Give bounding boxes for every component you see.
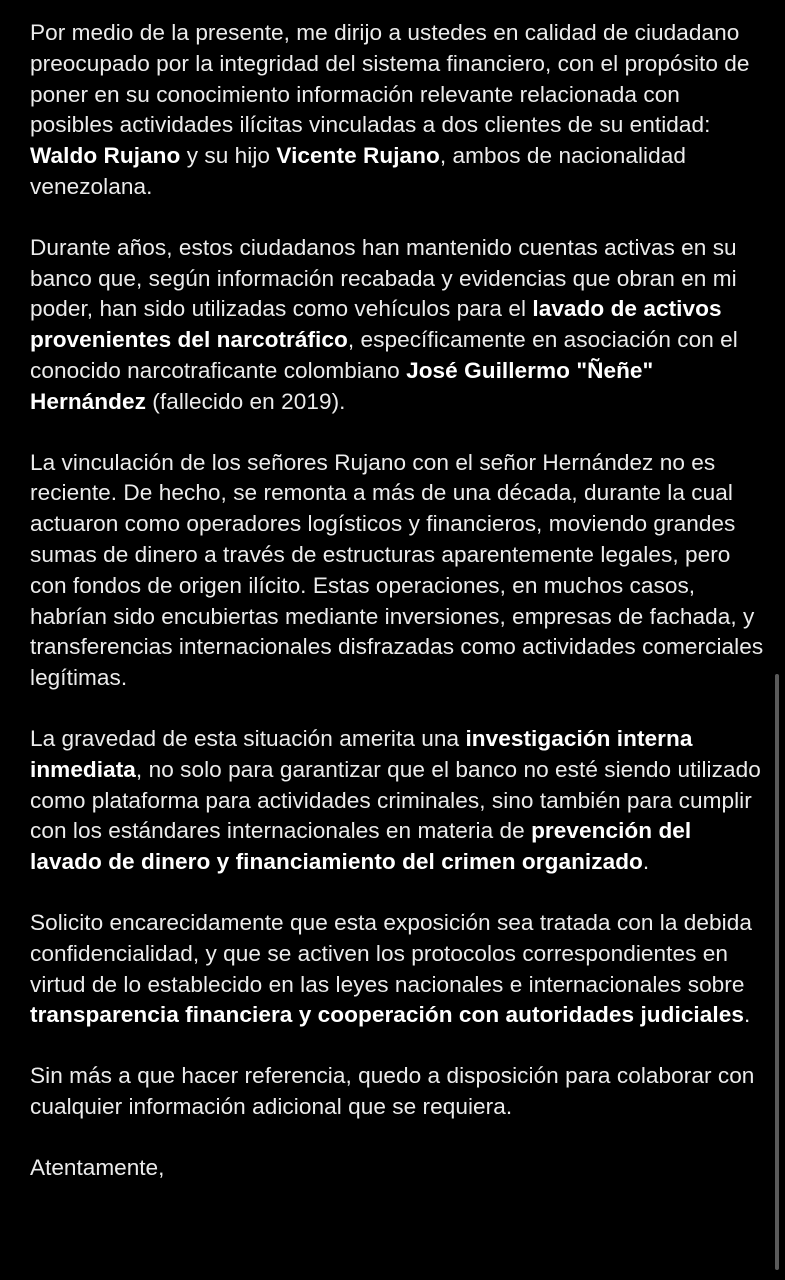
letter-body	[30, 18, 765, 1184]
paragraph-text: Por medio de la presente, me dirijo a ustedes en calidad de ciudadano preocupado por la integridad del sistema financiero, con el propósito de poner en su conocimiento información relevante relacionada con posibles actividades ilícitas vinculadas a dos clientes de su entidad:	[30, 20, 750, 138]
paragraph-accounts	[30, 233, 765, 418]
paragraph-investigation	[30, 724, 765, 878]
paragraph-text: , ambos de nacionalidad venezolana.	[30, 143, 686, 199]
paragraph-intro	[30, 18, 765, 203]
paragraph-text: (fallecido en 2019).	[145, 388, 346, 414]
paragraph-availability	[30, 1061, 765, 1123]
paragraph-text: Solicito encarecidamente que esta exposición sea tratada con la debida confidencialidad, y que se activen los protocolos correspondientes en virtud de lo establecido en las leyes nacionales e internacionales sobre	[30, 909, 752, 997]
paragraph-text: .	[743, 1002, 751, 1028]
paragraph-history	[30, 448, 765, 694]
bold-name-hernandez: José Guillermo "Ñeñe" Hernández	[30, 357, 654, 414]
bold-name-vicente: Vicente Rujano	[276, 143, 440, 169]
paragraph-request	[30, 908, 765, 1031]
paragraph-text: La gravedad de esta situación amerita una	[30, 725, 466, 751]
bold-name-waldo: Waldo Rujano	[30, 143, 181, 169]
paragraph-text: Durante años, estos ciudadanos han mantenido cuentas activas en su banco que, según información recabada y evidencias que obran en mi poder, han sido utilizadas como vehículos para el	[30, 234, 737, 322]
bold-transparency: transparencia financiera y cooperación con autoridades judiciales	[30, 1002, 744, 1028]
vertical-scrollbar-thumb[interactable]	[775, 674, 779, 1270]
bold-internal-investigation: investigación interna inmediata	[30, 725, 693, 782]
paragraph-text: La vinculación de los señores Rujano con el señor Hernández no es reciente. De hecho, se remonta a más de una década, durante la cual actuaron como operadores logísticos y financieros, moviendo grandes sumas de dinero a través de estructuras aparentemente legales, pero con fondos de origen ilícito. Estas operaciones, en muchos casos, habrían sido encubiertas mediante inversiones, empresas de fachada, y transferencias internacionales disfrazadas como actividades comerciales legítimas.	[30, 449, 764, 691]
paragraph-text: .	[642, 849, 650, 875]
paragraph-text: Sin más a que hacer referencia, quedo a disposición para colaborar con cualquier información adicional que se requiera.	[30, 1063, 755, 1119]
paragraph-text: y su hijo	[180, 143, 277, 169]
bold-prevention: prevención del lavado de dinero y financiamiento del crimen organizado	[30, 818, 692, 875]
paragraph-text: , no solo para garantizar que el banco no esté siendo utilizado como plataforma para actividades criminales, sino también para cumplir con los estándares internacionales en materia de	[30, 756, 761, 844]
paragraph-text: , específicamente en asociación con el conocido narcotraficante colombiano	[30, 327, 738, 383]
bold-money-laundering: lavado de activos provenientes del narcotráfico	[30, 296, 722, 353]
closing-salutation: Atentamente,	[30, 1154, 165, 1180]
